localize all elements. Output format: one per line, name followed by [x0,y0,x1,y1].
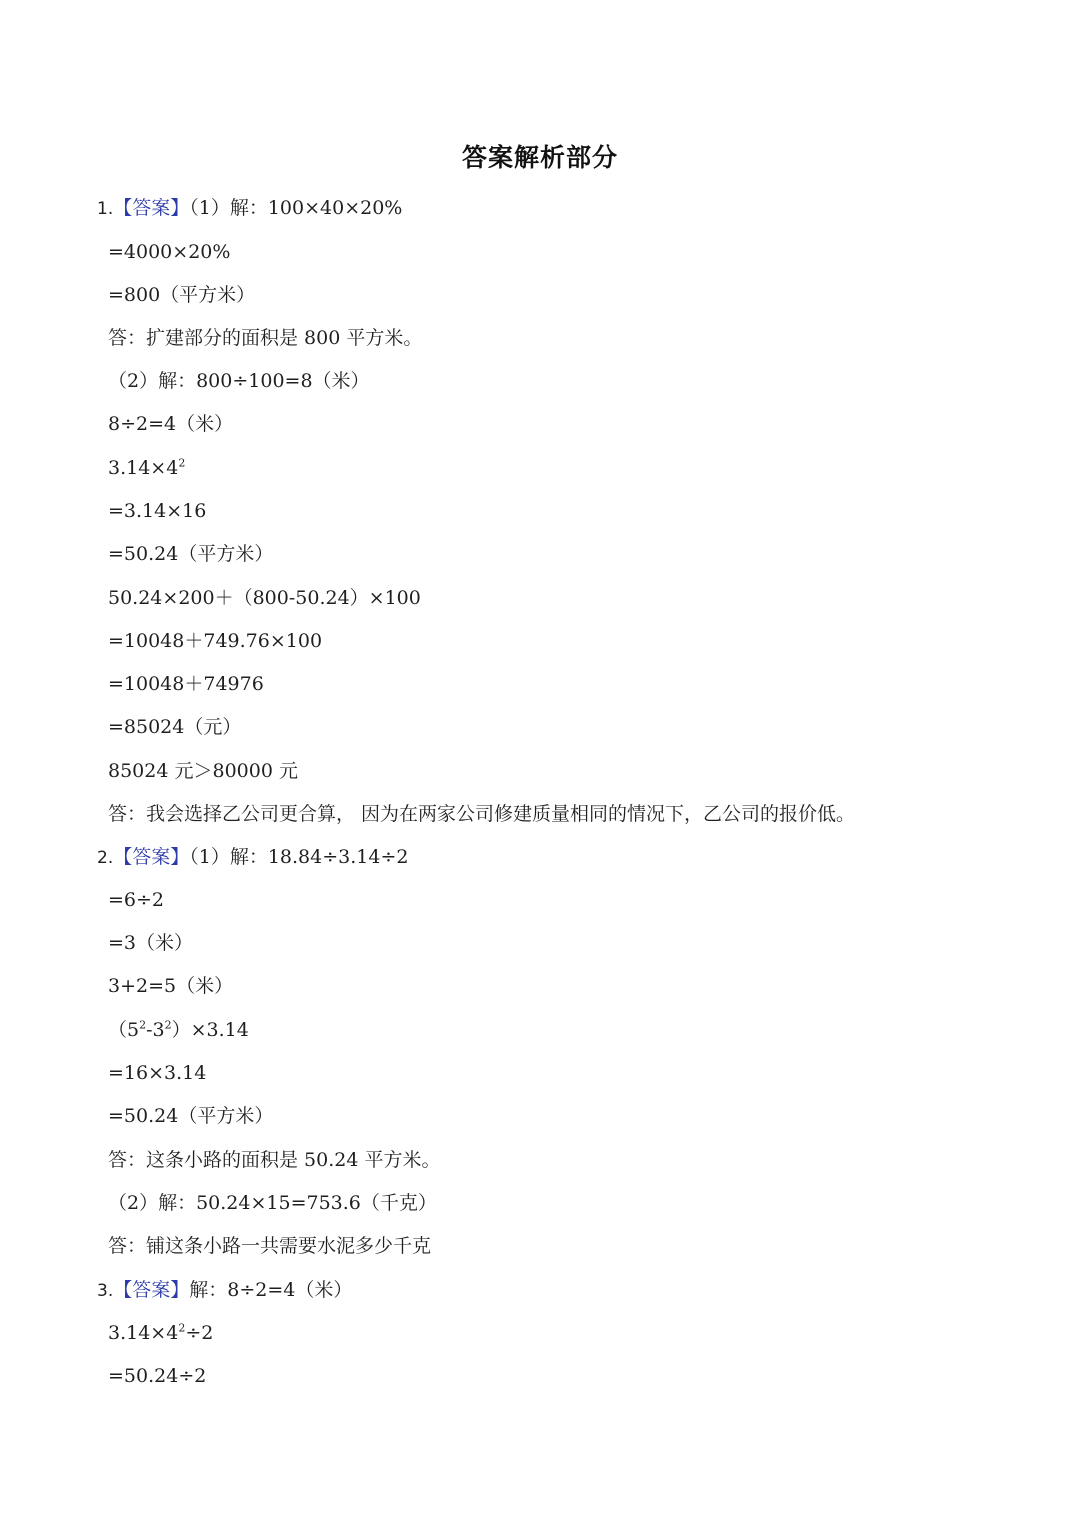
q1-line-10: 50.24×200＋（800-50.24）×100 [108,587,421,609]
q1-answer-tag: 【答案】 [113,197,190,219]
q3-line-2-tail: ÷2 [185,1322,214,1344]
q3-line-2-base: 3.14×4 [108,1322,179,1344]
q2-line-5 [108,1016,249,1044]
q3-line-2-exponent: 2 [178,1321,186,1335]
q2-line-9: （2）解：50.24×15=753.6（千克） [108,1192,437,1214]
q1-line-12: =10048＋74976 [108,673,264,695]
q2-line-3: =3（米） [108,932,194,954]
q2-heading [97,843,408,872]
q2-line-10: 答：铺这条小路一共需要水泥多少千克 [108,1235,432,1257]
q1-line-7-exponent: 2 [178,456,186,470]
q2-line-4: 3+2=5（米） [108,975,234,997]
q2-line-5-b: -3 [146,1019,165,1041]
q1-line-4: 答：扩建部分的面积是 800 平方米。 [108,327,423,349]
q2-line-6: =16×3.14 [108,1062,207,1084]
q1-number: 1. [97,199,114,219]
q1-line-14: 85024 元＞80000 元 [108,760,298,782]
q1-line-9: =50.24（平方米） [108,543,274,565]
q1-line-6: 8÷2=4（米） [108,413,234,435]
q3-line-2 [108,1319,213,1347]
q2-line-8: 答：这条小路的面积是 50.24 平方米。 [108,1149,441,1171]
q1-line-7 [108,454,185,482]
q2-answer-tag: 【答案】 [113,846,190,868]
q3-heading [97,1276,352,1305]
q2-line-5-exp-2: 2 [164,1018,172,1032]
q1-line-7-base: 3.14×4 [108,457,179,479]
q1-heading [97,194,402,223]
q3-number: 3. [97,1281,114,1301]
q1-line-11: =10048＋749.76×100 [108,630,323,652]
q3-line-3: =50.24÷2 [108,1365,207,1387]
q2-line-7: =50.24（平方米） [108,1105,274,1127]
q1-line-3: =800（平方米） [108,284,256,306]
q1-line-13: =85024（元） [108,716,242,738]
q1-line-2: =4000×20% [108,241,231,263]
q1-line-8: =3.14×16 [108,500,207,522]
q3-heading-text: 解：8÷2=4（米） [189,1279,353,1301]
page-title: 答案解析部分 [461,143,618,172]
q2-line-5-exp-1: 2 [139,1018,147,1032]
q3-answer-tag: 【答案】 [113,1279,190,1301]
q1-line-5: （2）解：800÷100=8（米） [108,370,370,392]
q1-heading-text: （1）解：100×40×20% [189,197,403,219]
q2-heading-text: （1）解：18.84÷3.14÷2 [189,846,409,868]
q2-line-5-a: （5 [108,1019,140,1041]
q2-number: 2. [97,848,114,868]
q1-line-15: 答：我会选择乙公司更合算， 因为在两家公司修建质量相同的情况下，乙公司的报价低。 [108,803,856,825]
q2-line-5-c: ）×3.14 [171,1019,249,1041]
q2-line-2: =6÷2 [108,889,165,911]
